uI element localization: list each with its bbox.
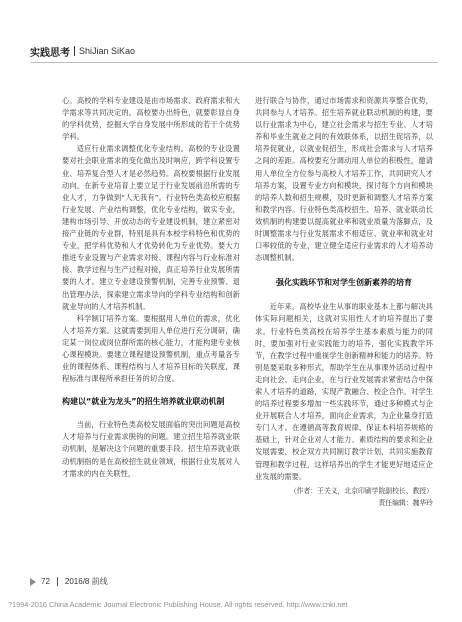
footer-separator: [57, 577, 58, 586]
issue-label: 2016/8 前线: [64, 577, 108, 586]
section-heading-employment: 构建以“就业为龙头”的招生培养就业联动机制: [62, 397, 225, 407]
author-note: （作者：王关义，北京印刷学院副校长、教授）: [289, 486, 433, 495]
copyright-line: ?1994-2016 China Academic Journal Electronic Publishing House. All rights reserved. http://www.cnki.net: [8, 600, 348, 609]
editor-note: 责任编辑：魏华玲: [378, 498, 433, 507]
left-paragraph-2: 适应行业需求调整优化专业结构。高校的专业设置要对社会职业需求的变化做出及时响应，跨学科设置专业、培养复合型人才是必然趋势。高校要根据行业发展动向，在新专业培育上要立足于行业发展前沿所需的专业人才，力争做到“人无我有”。行业特色类高校应根据行业发展、产业结构调整，优化专业结构，做实专业，建构市场引导、开放动态的专业建设机制，建立紧密对接产业链的专业群，特别是具有本校学科特色和优势的专业，把学科优势和人才优势转化为专业优势。要大力推进专业设置与产业需求对接、课程内容与行业标准对接、教学过程与生产过程对接，真正培养行业发展所需要的人才。建立专业建设预警机制，完善专业预警、退出管理办法，探索建立需求导向的学科专业结构和创新就业导向的人才培养机制。: [62, 144, 240, 311]
left-paragraph-4: 当前，行业特色类高校发展面临的突出问题是高校人才培养与行业需求脱钩的问题。建立招生培养就业联动机制，是解决这个问题的重要手段。招生培养就业联动机制指的是在高校招生就业领域，根据行业发展对人才需求的内在关联性，: [62, 420, 240, 478]
triangle-icon: [30, 578, 36, 586]
page-footer: [30, 576, 108, 587]
page-number: 72: [41, 577, 50, 586]
header-separator: [74, 46, 75, 56]
header-rule: [30, 62, 438, 63]
left-paragraph-1: 心。高校的学科专业建设是由市场需求、政府需求和大学需求等共同决定的。高校要办出特色，就要彰显自身的学科优势，挖掘大学自身发展中所形成的若干个优势学科。: [62, 96, 240, 142]
right-column: [255, 95, 433, 509]
left-paragraph-3: 科学制订培养方案。要根据用人单位的需求，优化人才培养方案。这就需要到用人单位进行充分调研，确定某一岗位或岗位群所需的核心能力，才能构建专业核心课程模块。要建立课程建设预警机制，重点考量各专业的课程体系、课程结构与人才培养目标的关联度，课程标准与课程所承担任务的切合度。: [62, 313, 240, 384]
column-title: 实践思考: [30, 47, 70, 59]
right-paragraph-2: 近年来，高校毕业生从事的职业基本上都与解决具体实际问题相关，这就对实用性人才的培养提出了要求。行业特色类高校在培养学生基本素质与能力的同时，要加强对行业实践能力的培养，强化实践教学环节，在教学过程中重视学生创新精神和能力的培养。特别是要采取多种形式，帮助学生在从事课外活动过程中走向社会、走向企业，在与行业发展需求紧密结合中探索人才培养的道路，实现产教融合、校企合作。对学生的培养过程要多增加一些实践环节，通过多种模式与企业开展联合人才培养，面向企业需求，为企业量身打造专门人才。在遵循高等教育规律、保证本科培养规格的基础上，针对企业对人才能力、素质结构的要求和企业发展需要，校企双方共同制订教学计划，共同实施教育管理和教学过程，这样培养出的学生才能更好地适应企业发展的需要。: [255, 302, 433, 481]
right-paragraph-1: 进行联合与协作，通过市场需求和资源共享整合优势，共同参与人才培养。招生培养就业联动机制的构建，要以行业需求为中心，建立社会需求与招生专业、人才培养和毕业生就业之间的有效联体系，以招生促培养，以培养促就业，以就业促招生，形成社会需求与人才培养之间的差距。高校要充分调动用人单位的积极性，邀请用人单位全方位参与高校人才培养工作，共同研究人才培养方案，设置专业方向和模块，探讨每个方向和模块的培养人数和招生规模，及时更新和调整人才培养方案和教学内容。行业特色类高校招生、培养、就业联动长效机制的构建要以提高就业率和就业质量为落脚点，及时调整需求与行业发展需求不相适应、就业率和就业对口率较低的专业，建立健全适应行业需求的人才培养动态调整机制。: [255, 96, 433, 263]
left-column: [62, 95, 240, 480]
column-title-en: ShiJian SiKao: [79, 46, 136, 56]
page-header: [30, 44, 135, 58]
section-heading-practice: 强化实践环节和对学生创新素养的培育: [276, 278, 412, 288]
